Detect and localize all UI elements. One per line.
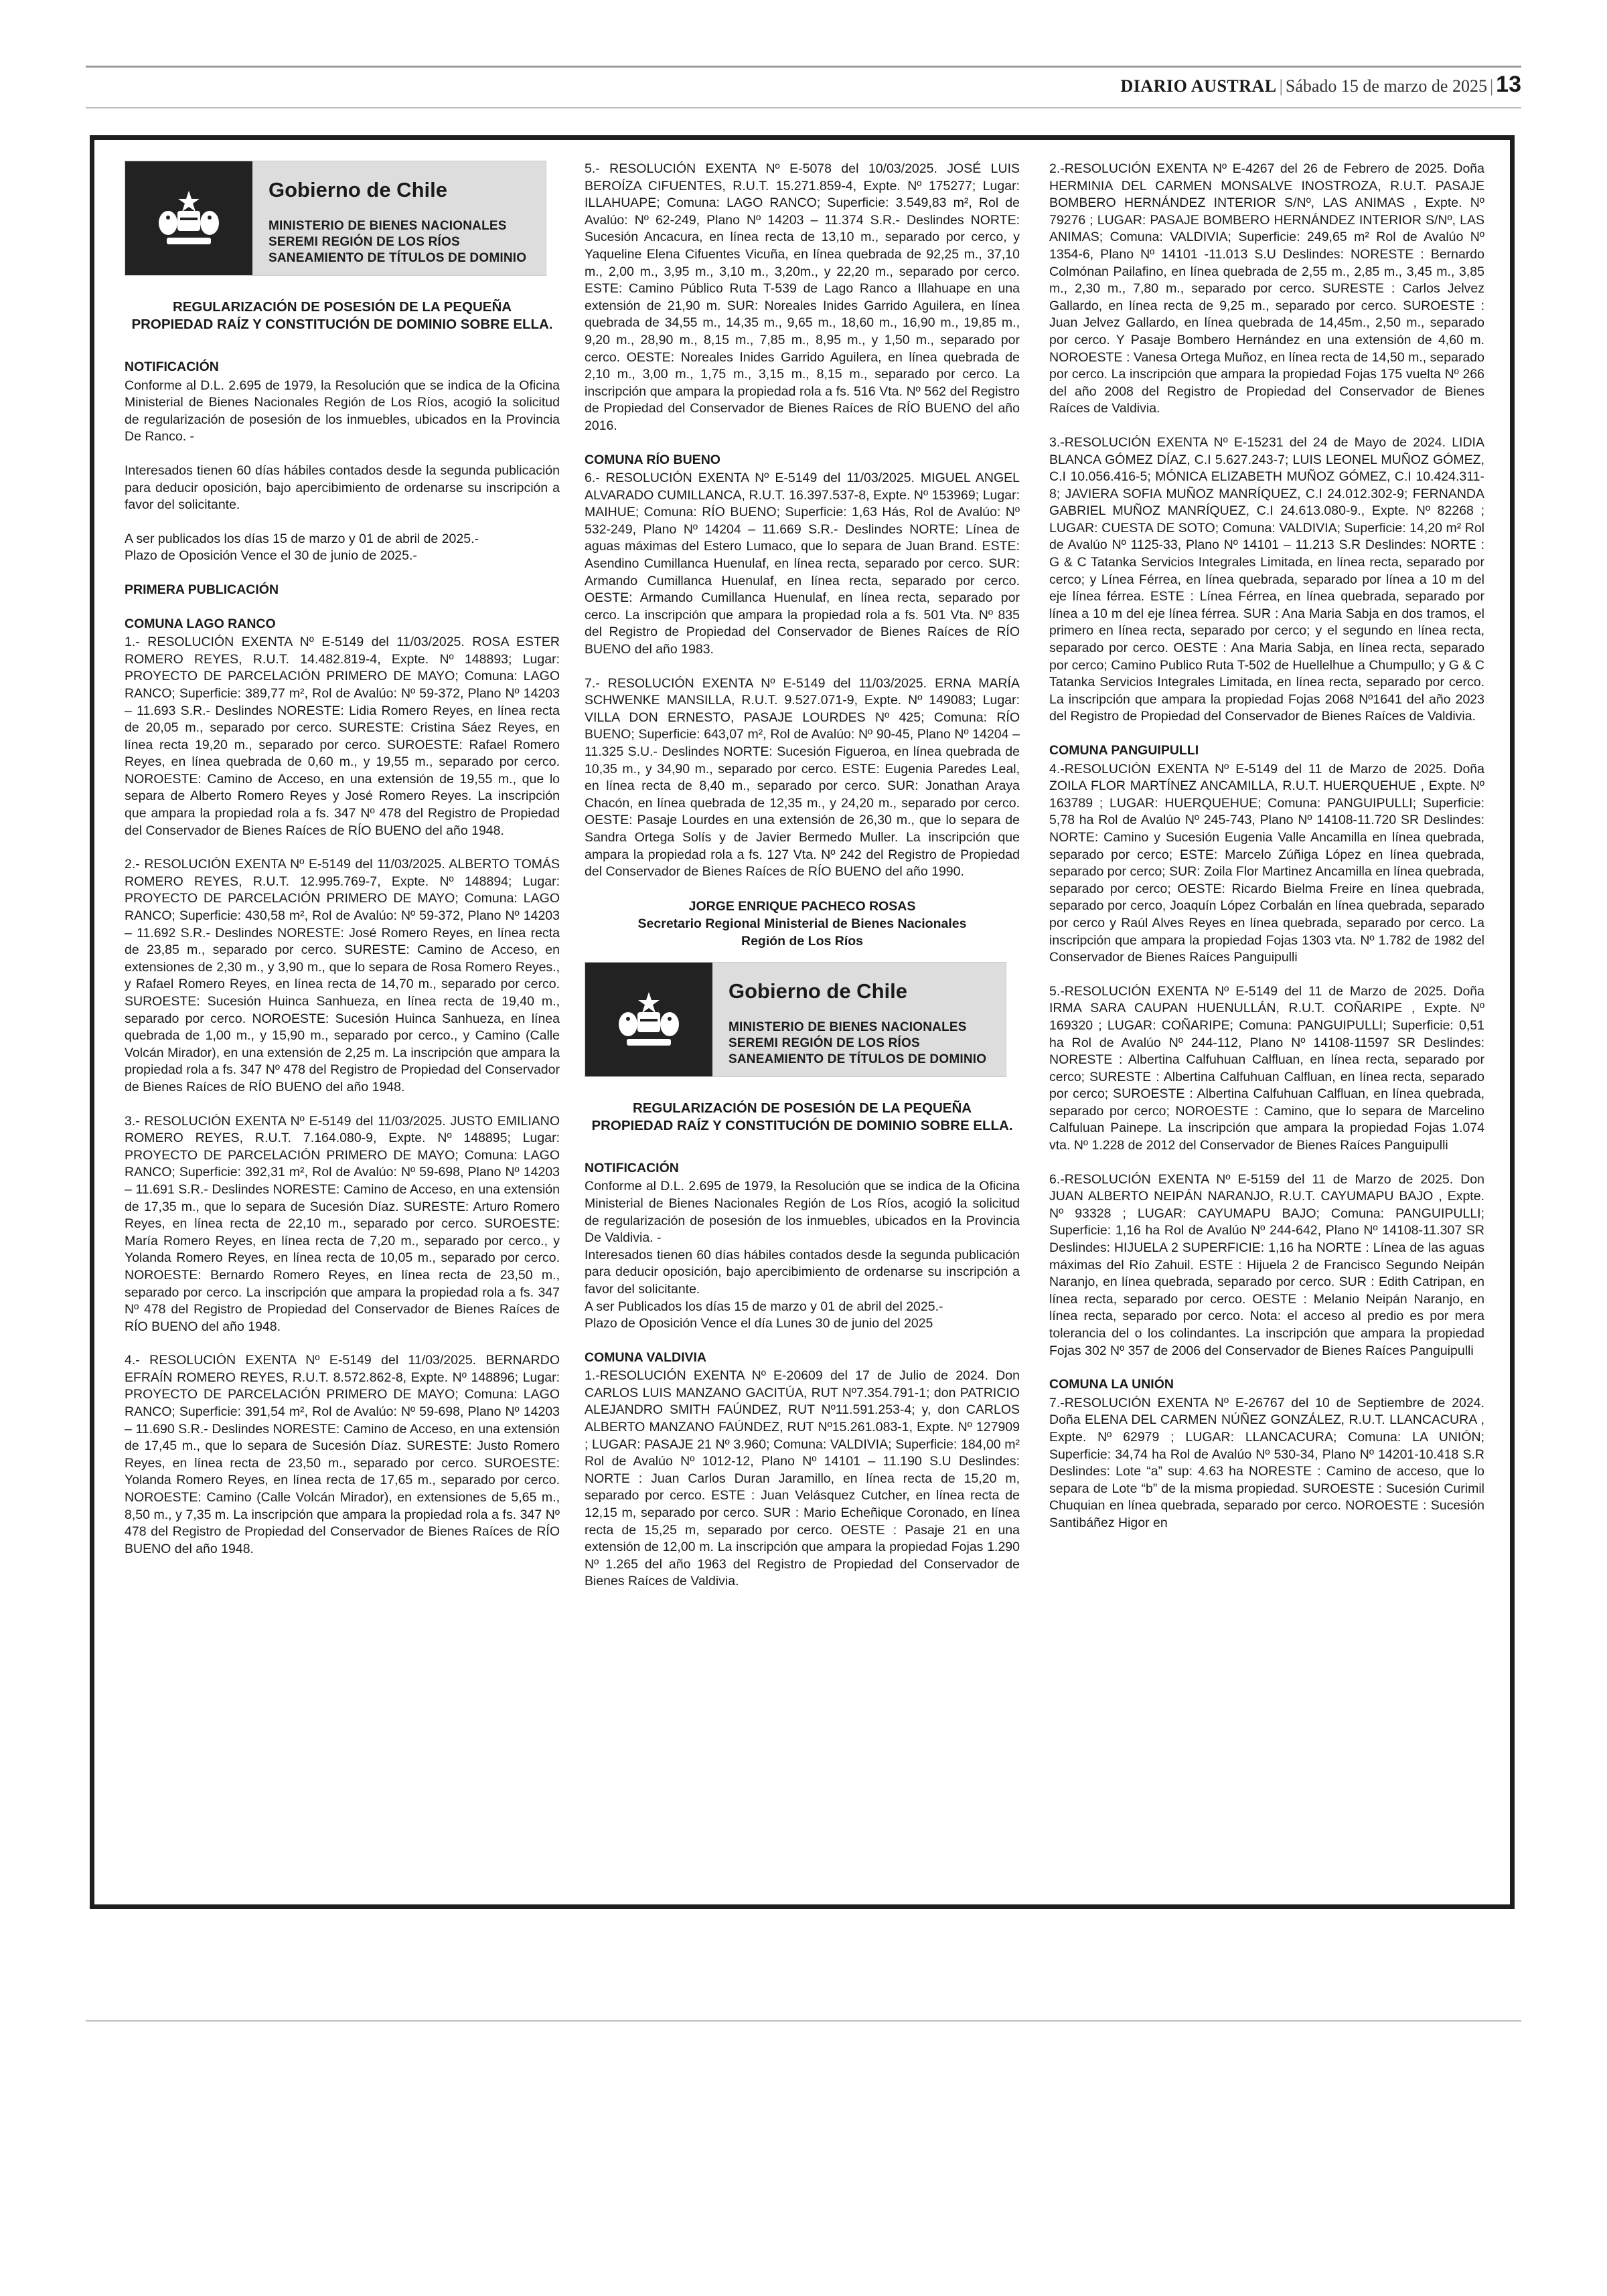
banner-seremi: SEREMI REGIÓN DE LOS RÍOS [729,1036,920,1050]
publication-dates [585,1299,1020,1333]
publication-dates [125,531,560,565]
notice-heading-line: REGULARIZACIÓN DE POSESIÓN DE LA PEQUEÑA [172,299,512,315]
signer-region: Región de Los Ríos [741,933,863,949]
chile-coat-of-arms-icon [152,188,226,250]
publication-schedule: A ser Publicados los días 15 de marzo y 01 de abril del 2025.- [585,1299,943,1314]
resolution-entry: 4.-RESOLUCIÓN EXENTA Nº E-5149 del 11 de Marzo de 2025. Doña ZOILA FLOR MARTÍNEZ ANCAMILLA, R.U.T. HUERQUEHUE , Expte. Nº 163789 ; LUGAR: HUERQUEHUE; Comuna: PANGUIPULLI; Superficie: 5,78 ha Rol de Avalúo Nº 245-743, Plano Nº 14108-11.720 SR Deslindes: NORTE: Camino y Sucesión Eugenia Valle Ancamilla en línea quebrada, separado por cerco; ESTE: Marcelo Zúñiga López en línea quebrada, separado por cerco; SUR: Zoila Flor Martinez Ancamilla en línea quebrada, separado por cerco; OESTE: Ricardo Bielma Freire en línea quebrada, separado por cerco, Joaquín López Corbalán en línea quebrada, separado por cerco y Raúl Alves Reyes en línea quebrada, separado por cerco. La inscripción que ampara la propiedad Fojas 1303 vta. Nº 1.782 de 1982 del Conservador de Bienes Raíces Panguipulli [1049,761,1484,965]
resolution-entry: 6.- RESOLUCIÓN EXENTA Nº E-5149 del 11/03/2025. MIGUEL ANGEL ALVARADO CUMILLANCA, R.U.T. 16.397.537-8, Expte. Nº 153969; Lugar: MAIHUE; Comuna: RÍO BUENO; Superficie: 1,63 Hás, Rol de Avalúo: Nº 532-249, Plano Nº 14204 – 11.669 S.R.- Deslindes NORTE: Línea de aguas máximas del Estero Lumaco, que lo separa de Juan Brand. ESTE: Asendino Cumillanca Huenulaf, en línea recta, separado por cerco. SUR: Armando Cumillanca Huenulaf, en línea recta, separado por cerco. OESTE: Armando Cumillanca Huenulaf, en línea recta, separado por cerco. La inscripción que ampara la propiedad rola a fs. 501 Vta. Nº 835 del Registro de Propiedad del Conservador de Bienes Raíces de RÍO BUENO del año 1983. [585,471,1020,657]
publication-date: Sábado 15 de marzo de 2025 [1285,76,1487,96]
banner-title: Gobierno de Chile [269,178,447,201]
signature-block [585,898,1020,950]
chile-coat-of-arms-icon [612,989,686,1051]
column-1 [125,161,560,1574]
opposition-notice: Interesados tienen 60 días hábiles contados desde la segunda publicación para deducir oposición, bajo apercibimiento de ordenarse su inscripción a favor del solicitante. [585,1247,1020,1297]
resolution-entry: 4.- RESOLUCIÓN EXENTA Nº E-5149 del 11/03/2025. BERNARDO EFRAÍN ROMERO REYES, R.U.T. 8.572.862-8, Expte. Nº 148896; Lugar: PROYECTO DE PARCELACIÓN PRIMERO DE MAYO; Comuna: LAGO RANCO; Superficie: 391,54 m², Rol de Avalúo: Nº 59-698, Plano Nº 14203 – 11.690 S.R.- Deslindes NORESTE: Camino de Acceso, en una extensión de 17,45 m., que lo separa de Sucesión Díaz. SURESTE: Justo Romero Reyes, en línea recta de 23,50 m., separado por cerco. SUROESTE: Yolanda Romero Reyes, en línea recta de 17,65 m., separado por cerco. NOROESTE: Camino (Calle Volcán Mirador), en extensiones de 5,65 m., 8,50 m., y 7,35 m. La inscripción que ampara la propiedad rola a fs. 347 Nº 478 del Registro de Propiedad del Conservador de Bienes Raíces de RÍO BUENO del año 1948. [125,1353,560,1556]
resolution-entry: 5.- RESOLUCIÓN EXENTA Nº E-5078 del 10/03/2025. JOSÉ LUIS BEROÍZA CIFUENTES, R.U.T. 15.271.859-4, Expte. Nº 175277; Lugar: ILLAHUAPE; Comuna: LAGO RANCO; Superficie: 3.549,83 m², Rol de Avalúo: Nº 62-249, Plano Nº 14203 – 11.374 S.R.- Deslindes NORTE: Sucesión Ancacura, en línea recta de 13,10 m., separado por cerco, y Yaqueline Elena Cifuentes Vicuña, en línea quebrada de 92,25 m., 37,10 m., 2,00 m., 3,95 m., 3,10 m., 3,20m., y 22,20 m., separado por cerco. ESTE: Camino Público Ruta T-539 de Lago Ranco a Illahuape en una extensión de 21,90 m. SUR: Noreales Inides Garrido Aguilera, en línea quebrada de 34,55 m., 14,35 m., 9,65 m., 18,60 m., 16,90 m., 19,85 m., 9,20 m., 28,90 m., 8,15 m., 7,85 m., 8,95 m., y 1,50 m., separado por cerco. OESTE: Noreales Inides Garrido Aguilera, en línea quebrada de 2,10 m., 3,00 m., 1,75 m., 3,15 m., 8,15 m., separado por cerco. La inscripción que ampara la propiedad rola a fs. 516 Vta. Nº 562 del Registro de Propiedad del Conservador de Bienes Raíces de RÍO BUENO del año 2016. [585,161,1020,433]
page-header [86,70,1521,99]
resolution-entry: 7.- RESOLUCIÓN EXENTA Nº E-5149 del 11/03/2025. ERNA MARÍA SCHWENKE MANSILLA, R.U.T. 9.527.071-9, Expte. Nº 149083; Lugar: VILLA DON ERNESTO, PASAJE LOURDES Nº 425; Comuna: RÍO BUENO; Superficie: 643,07 m², Rol de Avalúo: Nº 90-45, Plano Nº 14204 – 11.325 S.U.- Deslindes NORTE: Sucesión Figueroa, en línea quebrada de 10,35 m., y 34,90 m., separado por cerco. ESTE: Eugenia Paredes Leal, en línea recta de 8,40 m., separado por cerco. SUR: Jonathan Araya Chacón, en línea quebrada de 12,35 m., y 24,20 m., separado por cerco. OESTE: Pasaje Lourdes en una extensión de 26,30 m., que lo separa de Sandra Ortega Solís y de Javier Bermedo Muller. La inscripción que ampara la propiedad rola a fs. 127 Vta. Nº 242 del Registro de Propiedad del Conservador de Bienes Raíces de RÍO BUENO del año 1990. [585,675,1020,880]
notice-heading [125,299,560,333]
resolution-entry: 1.- RESOLUCIÓN EXENTA Nº E-5149 del 11/03/2025. ROSA ESTER ROMERO REYES, R.U.T. 14.482.819-4, Expte. Nº 148893; Lugar: PROYECTO DE PARCELACIÓN PRIMERO DE MAYO; Comuna: LAGO RANCO; Superficie: 389,77 m², Rol de Avalúo: Nº 59-372, Plano Nº 14203 – 11.693 S.R.- Deslindes NORESTE: Lidia Romero Reyes, en línea recta de 20,05 m., separado por cerco. SURESTE: Cristina Sáez Reyes, en línea recta 19,20 m., separado por cerco. SUROESTE: Rafael Romero Reyes, en línea quebrada de 0,60 m., y 19,55 m., separado por cerco. NOROESTE: Camino de Acceso, en una extensión de 19,55 m., que lo separa de Alberto Romero Reyes y José Romero Reyes. La inscripción que ampara la propiedad rola a fs. 347 Nº 478 del Registro de Propiedad del Conservador de Bienes Raíces de RÍO BUENO del año 1948. [125,635,560,838]
opposition-deadline: Plazo de Oposición Vence el 30 de junio de 2025.- [125,548,417,564]
crest-block [585,963,712,1076]
bottom-rule [86,2020,1521,2022]
comuna-heading: COMUNA LA UNIÓN [1049,1377,1174,1392]
notice-heading-line: REGULARIZACIÓN DE POSESIÓN DE LA PEQUEÑA [632,1100,972,1116]
notice-heading-line: PROPIEDAD RAÍZ Y CONSTITUCIÓN DE DOMINIO SOBRE ELLA. [131,317,553,332]
top-rule [86,66,1521,68]
resolution-entry: 2.- RESOLUCIÓN EXENTA Nº E-5149 del 11/03/2025. ALBERTO TOMÁS ROMERO REYES, R.U.T. 12.995.769-7, Expte. Nº 148894; Lugar: PROYECTO DE PARCELACIÓN PRIMERO DE MAYO; Comuna: LAGO RANCO; Superficie: 430,58 m², Rol de Avalúo: Nº 59-372, Plano Nº 14203 – 11.692 S.R.- Deslindes NORESTE: José Romero Reyes, en línea recta de 23,85 m., separado por cerco. SURESTE: Camino de Acceso, en extensiones de 2,30 m., y 3,90 m., que lo separa de Rosa Romero Reyes., y Rafael Romero Reyes, en línea recta de 14,70 m., separado por cerco. SUROESTE: Sucesión Huinca Sanhueza, en línea recta de 19,40 m., separado por cerco. NOROESTE: Sucesión Huinca Sanhueza, en línea quebrada de 1,00 m., y 15,90 m., separado por cerco., y Camino (Calle Volcán Mirador), en una extensión de 2,25 m. La inscripción que ampara la propiedad rola a fs. 347 Nº 478 del Registro de Propiedad del Conservador de Bienes Raíces de RÍO BUENO del año 1948. [125,857,560,1094]
resolution-entry: 2.-RESOLUCIÓN EXENTA Nº E-4267 del 26 de Febrero de 2025. Doña HERMINIA DEL CARMEN MONSALVE INOSTROZA, R.U.T. PASAJE BOMBERO HERNÁNDEZ INTERIOR S/Nº, LAS ANIMAS , Expte. Nº 79276 ; LUGAR: PASAJE BOMBERO HERNÁNDEZ INTERIOR S/Nº, LAS ANIMAS; Comuna: VALDIVIA; Superficie: 249,65 m² Rol de Avalúo Nº 1354-6, Plano Nº 14101 -11.013 S.U Deslindes: NORESTE : Bernardo Colmónan Pailafino, en línea quebrada de 2,55 m., 2,85 m., 3,45 m., 3,85 m., 2,30 m., 7,80 m., separado por cerco. SURESTE : Carlos Jelvez Gallardo, en línea recta de 9,25 m., separado por cerco. SUROESTE : Juan Jelvez Gallardo, en línea quebrada de 14,45m., 2,50 m., separado por cerco. Y Pasaje Bombero Hernández en una extensión de 4,60 m. NOROESTE : Vanesa Ortega Muñoz, en línea recta de 14,50 m., separado por cerco. La inscripción que ampara la propiedad Fojas 175 vuelta Nº 266 del año 2008 del Registro de Propiedad del Conservador de Bienes Raíces de Valdivia. [1049,161,1484,416]
notification-intro: Conforme al D.L. 2.695 de 1979, la Resolución que se indica de la Oficina Ministerial de Bienes Nacionales Región de Los Ríos, acogió la solicitud de regularización de posesión de los inmuebles, ubicados en la Provincia De Valdivia. - [585,1179,1020,1246]
banner-title: Gobierno de Chile [729,979,907,1003]
opposition-notice: Interesados tienen 60 días hábiles contados desde la segunda publicación para deducir oposición, bajo apercibimiento de ordenarse su inscripción a favor del solicitante. [125,463,560,513]
gobierno-banner [125,161,546,276]
banner-ministry: MINISTERIO DE BIENES NACIONALES [269,219,507,233]
comuna-heading: COMUNA VALDIVIA [585,1349,706,1365]
header-separator: | [1279,76,1283,96]
column-3 [1049,161,1484,1549]
signer-role: Secretario Regional Ministerial de Bienes Nacionales [637,916,967,931]
notification-intro: Conforme al D.L. 2.695 de 1979, la Resolución que se indica de la Oficina Ministerial de Bienes Nacionales Región de Los Ríos, acogió la solicitud de regularización de posesión de los inmuebles, ubicados en la Provincia De Ranco. - [125,378,560,444]
comuna-heading: COMUNA LAGO RANCO [125,616,276,631]
header-separator: | [1489,76,1494,96]
first-publication-label: PRIMERA PUBLICACIÓN [125,582,279,597]
notice-heading [585,1100,1020,1135]
column-2 [585,161,1020,1607]
signer-name: JORGE ENRIQUE PACHECO ROSAS [688,898,916,914]
opposition-deadline: Plazo de Oposición Vence el día Lunes 30 de junio del 2025 [585,1316,933,1331]
notification-label: NOTIFICACIÓN [125,359,219,374]
page-number: 13 [1496,72,1521,97]
resolution-entry: 5.-RESOLUCIÓN EXENTA Nº E-5149 del 11 de Marzo de 2025. Doña IRMA SARA CAUPAN HUENULLÁN, R.U.T. COÑARIPE , Expte. Nº 169320 ; LUGAR: COÑARIPE; Comuna: PANGUIPULLI; Superficie: 0,51 ha Rol de Avalúo Nº 244-112, Plano Nº 14108-11597 SR Deslindes: NORESTE : Albertina Calfuhuan Calfluan, en línea recta, separado por cerco; SURESTE : Albertina Calfuhuan Calfluan, en línea recta, separado por cerco; SUROESTE : Albertina Calfuhuan Calfluan, en línea quebrada, separado por cerco; NOROESTE : Camino, que lo separa de Marcelino Calfuluan Painepe. La inscripción que ampara la propiedad Fojas 1.074 vta. Nº 1.228 de 2012 del Conservador de Bienes Raíces Panguipulli [1049,983,1484,1153]
banner-program: SANEAMIENTO DE TÍTULOS DE DOMINIO [729,1052,987,1066]
banner-program: SANEAMIENTO DE TÍTULOS DE DOMINIO [269,251,527,265]
banner-seremi: SEREMI REGIÓN DE LOS RÍOS [269,235,460,249]
gobierno-banner [585,962,1006,1077]
resolution-entry: 1.-RESOLUCIÓN EXENTA Nº E-20609 del 17 de Julio de 2024. Don CARLOS LUIS MANZANO GACITÚA, RUT Nº7.354.791-1; don PATRICIO ALEJANDRO SMITH FAÚNDEZ, RUT Nº11.591.253-4; y, don CARLOS ALBERTO MANZANO FAÚNDEZ, RUT Nº15.261.083-1, Expte. Nº 127909 ; LUGAR: PASAJE 21 Nº 3.960; Comuna: VALDIVIA; Superficie: 184,00 m² Rol de Avalúo Nº 1012-12, Plano Nº 14101 – 11.190 S.U Deslindes: NORTE : Juan Carlos Duran Jaramillo, en línea recta de 15,20 m, separado por cerco. ESTE : Juan Velásquez Cutcher, en línea recta de 12,15 m, separado por cerco. SUR : Mario Echeñique Coronado, en línea recta de 15,25 m, separado por cerco. OESTE : Pasaje 21 en una extensión de 12,00 m. La inscripción que ampara la propiedad Fojas 1.290 Nº 1.265 del año 1963 del Registro de Propiedad del Conservador de Bienes Raíces de Valdivia. [585,1368,1020,1589]
publication-name: DIARIO AUSTRAL [1120,76,1277,96]
resolution-entry: 6.-RESOLUCIÓN EXENTA Nº E-5159 del 11 de Marzo de 2025. Don JUAN ALBERTO NEIPÁN NARANJO, R.U.T. CAYUMAPU BAJO , Expte. Nº 93328 ; LUGAR: CAYUMAPU BAJO; Comuna: PANGUIPULLI; Superficie: 1,16 ha Rol de Avalúo Nº 244-642, Plano Nº 14108-11.307 SR Deslindes: HIJUELA 2 SUPERFICIE: 1,16 ha NORTE : Línea de las aguas máximas del Río Zahuil. ESTE : Hijuela 2 de Francisco Segundo Neipán Naranjo, en línea quebrada, separado por cerco. SUR : Edith Catripan, en línea recta, separado por cerco. OESTE : Melanio Neipán Naranjo, en línea recta, separado por cerco. Nota: el acceso al predio es por mera tolerancia del o los colindantes. La inscripción que ampara la propiedad Fojas 302 Nº 357 de 2006 del Conservador de Bienes Raíces Panguipulli [1049,1171,1484,1358]
crest-block [125,161,252,275]
header-rule [86,107,1521,108]
resolution-entry: 3.-RESOLUCIÓN EXENTA Nº E-15231 del 24 de Mayo de 2024. LIDIA BLANCA GÓMEZ DÍAZ, C.I 5.627.243-7; LUIS LEONEL MUÑOZ GÓMEZ, C.I 10.056.416-5; MÓNICA ELIZABETH MUÑOZ GÓMEZ, C.I 10.424.311-8; JAVIERA SOFIA MUÑOZ MANRÍQUEZ, C.I 24.012.302-9; FERNANDA GABRIEL MUÑOZ MANRÍQUEZ, C.I 24.613.080-9., Expte. Nº 82268 ; LUGAR: CUESTA DE SOTO; Comuna: VALDIVIA; Superficie: 14,20 m² Rol de Avalúo Nº 1125-33, Plano Nº 14101 – 11.213 S.R Deslindes: NORTE : G & C Tatanka Servicios Integrales Limitada, en línea recta, separado por cerco; y Línea Férrea, en línea quebrada, separado por línea a 10 m del eje línea férrea. ESTE : Línea Férrea, en línea quebrada, separado por línea a 10 m del eje línea férrea. SUR : Ana Maria Sabja en dos tramos, el primero en línea recta, separado por cerco; y el segundo en línea recta, separado por cerco. OESTE : Ana Maria Sabja, en línea recta, separado por cerco; Camino Publico Ruta T-502 de Huellelhue a Chumpullo; y G & C Tatanka Servicios Integrales Limitada, en línea recta, separado por cerco. La inscripción que ampara la propiedad Fojas 2068 Nº1641 del año 2023 del Registro de Propiedad del Conservador de Bienes Raíces de Valdivia. [1049,434,1484,724]
resolution-entry: 3.- RESOLUCIÓN EXENTA Nº E-5149 del 11/03/2025. JUSTO EMILIANO ROMERO REYES, R.U.T. 7.164.080-9, Expte. Nº 148895; Lugar: PROYECTO DE PARCELACIÓN PRIMERO DE MAYO; Comuna: LAGO RANCO; Superficie: 392,31 m², Rol de Avalúo: Nº 59-698, Plano Nº 14203 – 11.691 S.R.- Deslindes NORESTE: Camino de Acceso, en una extensión de 17,35 m., que lo separa de Sucesión Díaz. SURESTE: Arturo Romero Reyes, en línea recta de 22,10 m., separado por cerco. SUROESTE: María Romero Reyes, en línea recta de 7,20 m., separado por cerco., y Yolanda Romero Reyes, en línea recta de 10,05 m., separado por cerco. NOROESTE: Bernardo Romero Reyes, en línea recta de 23,50 m., separado por cerco. La inscripción que ampara la propiedad rola a fs. 347 Nº 478 del Registro de Propiedad del Conservador de Bienes Raíces de RÍO BUENO del año 1948. [125,1113,560,1334]
publication-schedule: A ser publicados los días 15 de marzo y 01 de abril de 2025.- [125,531,479,546]
comuna-heading: COMUNA PANGUIPULLI [1049,743,1199,758]
banner-ministry: MINISTERIO DE BIENES NACIONALES [729,1019,967,1034]
resolution-entry: 7.-RESOLUCIÓN EXENTA Nº E-26767 del 10 de Septiembre de 2024. Doña ELENA DEL CARMEN NÚÑEZ GONZÁLEZ, R.U.T. LLANCACURA , Expte. Nº 62979 ; LUGAR: LLANCACURA; Comuna: LA UNIÓN; Superficie: 34,74 ha Rol de Avalúo Nº 530-34, Plano Nº 14201-10.418 S.R Deslindes: Lote “a” sup: 4.63 ha NORESTE : Camino de acceso, que lo separa de Lote “b” de la misma propiedad. SUROESTE : Sucesión Curimil Chuquian en línea quebrada, separado por cerco. NOROESTE : Sucesión Santibáñez Higor en [1049,1395,1484,1530]
comuna-heading: COMUNA RÍO BUENO [585,452,720,467]
notice-heading-line: PROPIEDAD RAÍZ Y CONSTITUCIÓN DE DOMINIO SOBRE ELLA. [591,1117,1013,1133]
notification-label: NOTIFICACIÓN [585,1160,679,1175]
